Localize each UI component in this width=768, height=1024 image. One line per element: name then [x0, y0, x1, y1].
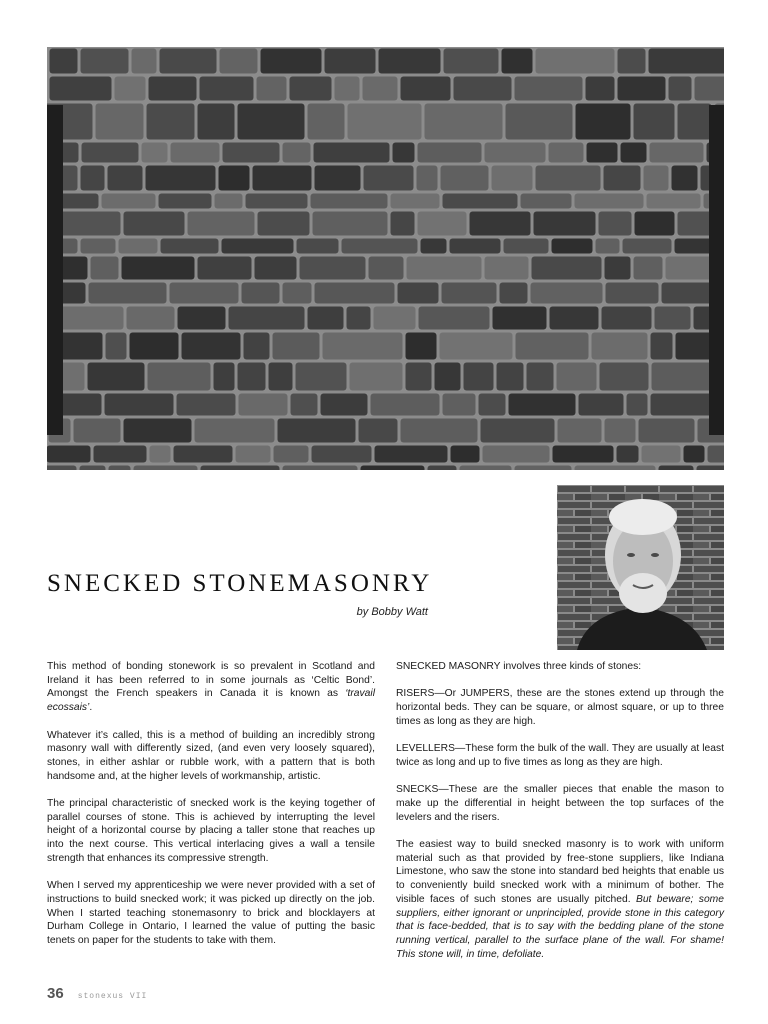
paragraph — [47, 879, 375, 948]
paragraph-text: The easiest way to build snecked masonry is to work with uniform material such as that provided by free-stone suppliers, like Indiana Limestone, who saw the stone into standard bed heights that enable us to conveniently build snecked work with a minimum of bother. The visible faces of such stones are usually pitched. — [396, 839, 724, 905]
italic-text: ‘travail ecossais’ — [47, 688, 375, 714]
paragraph — [396, 838, 724, 961]
paragraph — [396, 742, 724, 769]
author-portrait-photo — [557, 485, 724, 650]
paragraph-text: SNECKED MASONRY involves three kinds of stones: — [396, 661, 642, 672]
paragraph — [47, 660, 375, 715]
hero-wall-photo — [47, 47, 724, 470]
page-footer — [47, 985, 147, 1002]
paragraph-text: Whatever it’s called, this is a method of building an incredibly strong masonry wall with differently sized, (and even very loosely squared), stones, in either ashlar or rubble work, with a pattern that is both handsome and, at the higher levels of workmanship, artistic. — [47, 729, 375, 782]
paragraph-text: . — [89, 702, 93, 714]
italic-text: But beware; some suppliers, either ignorant or unprincipled, provide stone in this category that is face-bedded, that is to say with the bedding plane of the stone running vertical, parallel to the surface plane of the wall. For shame! This stone will, in time, defoliate. — [396, 893, 724, 960]
paragraph — [396, 660, 724, 674]
paragraph — [47, 797, 375, 866]
paragraph — [396, 783, 724, 824]
paragraph — [396, 687, 724, 728]
article-title: SNECKED STONEMASONRY — [47, 570, 433, 597]
publication-name: stonexus VII — [77, 992, 148, 1001]
paragraph-text: RISERS—Or JUMPERS, these are the stones extend up through the horizontal beds. They can be square, or almost square, or up to three times as long as they are high. — [396, 688, 724, 727]
right-text-column — [396, 660, 724, 961]
paragraph-text: SNECKS—These are the smaller pieces that enable the mason to make up the differential in height between the top surfaces of the levelers and the risers. — [396, 784, 724, 823]
paragraph — [47, 729, 375, 784]
left-text-column — [47, 660, 375, 948]
paragraph-text: This method of bonding stonework is so prevalent in Scotland and Ireland it has been referred to in some journals as ‘Celtic Bond’. Amongst the French speakers in Canada it is known as — [47, 661, 375, 700]
page-number: 36 — [47, 985, 64, 1002]
article-byline: by Bobby Watt — [356, 606, 428, 618]
paragraph-text: The principal characteristic of snecked work is the keying together of parallel courses of stone. This is achieved by interrupting the level height of a horizontal course by placing a taller stone that reaches up into the next course. This vertical interlacing gives a wall a tensile strength that enhances its compressive strength. — [47, 798, 375, 864]
paragraph-text: LEVELLERS—These form the bulk of the wall. They are usually at least twice as long and up to five times as long as they are high. — [396, 743, 724, 768]
paragraph-text: When I served my apprenticeship we were never provided with a set of instructions to build snecked work; it was picked up directly on the job. When I started teaching stonemasonry to brick and blocklayers at Durham College in Ontario, I learned the value of putting the basic tenets on paper for the students to take with them. — [47, 880, 375, 947]
